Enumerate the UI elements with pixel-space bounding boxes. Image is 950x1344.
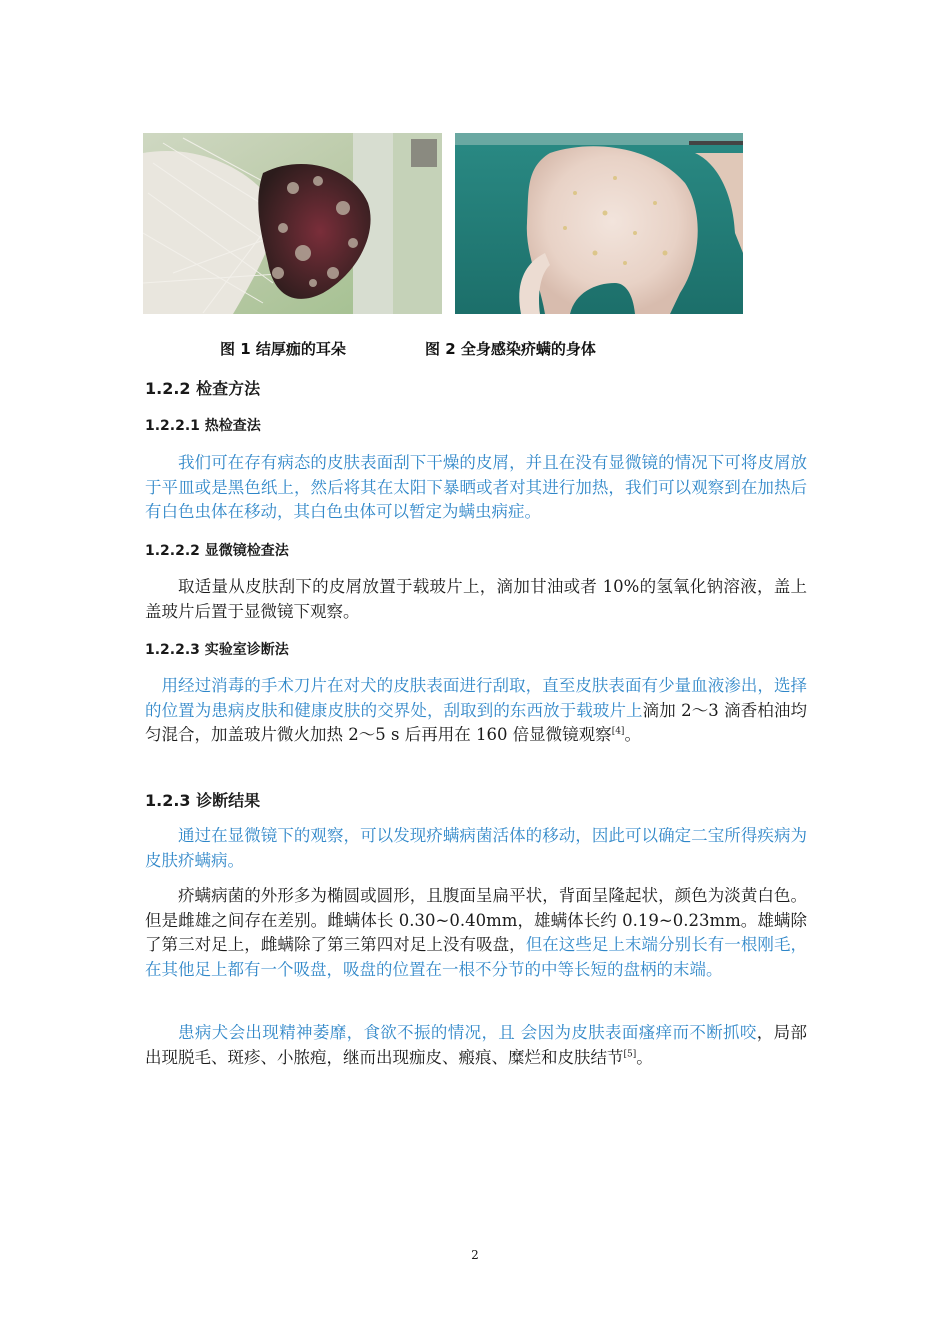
section-heading-1-2-2: 1.2.2 检查方法 <box>145 379 261 398</box>
reference-4: [4] <box>611 726 625 737</box>
symptoms-end: 。 <box>636 1047 653 1067</box>
paragraph-microscope-method: 取适量从皮肤刮下的皮屑放置于载玻片上，滴加甘油或者 10%的氢氧化钠溶液，盖上盖玻片后置于显微镜下观察。 <box>145 577 807 621</box>
figure-1-caption: 图 1 结厚痂的耳朵 <box>220 340 346 358</box>
reference-5: [5] <box>623 1049 637 1059</box>
section-heading-1-2-3: 1.2.3 诊断结果 <box>145 791 261 810</box>
figure-2-caption: 图 2 全身感染疥螨的身体 <box>425 340 596 358</box>
paragraph-lab-method <box>145 674 807 748</box>
figure-2-photo <box>455 133 743 314</box>
mite-morphology-text: 疥螨病菌的外形多为椭圆或圆形，且腹面呈扁平状，背面呈隆起状，颜色为淡黄白色。但是雌雄之间存在差别。雌螨体长 0.30~0.40mm，雄螨体长约 0.19~0.23mm。雄螨除了第三对足上，雌螨除了第三第四对足上没有吸盘， <box>145 886 807 954</box>
figure-1-photo <box>143 133 442 314</box>
symptoms-blue-text: 患病犬会出现精神萎靡，食欲不振的情况，且 会因为皮肤表面瘙痒而不断抓咬 <box>178 1023 757 1042</box>
paragraph-mite-morphology <box>145 884 807 982</box>
symptoms-text: ，局部出现脱毛、斑疹、小脓疱，继而出现痂皮、瘢痕、糜烂和皮肤结节 <box>145 1023 807 1067</box>
paragraph-symptoms <box>145 1021 807 1070</box>
lab-method-text: 滴加 2～3 滴香柏油均匀混合，加盖玻片微火加热 2～5 s 后再用在 160 倍显微镜观察 <box>145 700 807 744</box>
mite-morphology-blue-text: 但在这些足上末端分别长有一根刚毛，在其他足上都有一个吸盘，吸盘的位置在一根不分节的中等长短的盘柄的末端。 <box>145 935 808 979</box>
paragraph-heat-method: 我们可在存有病态的皮肤表面刮下干燥的皮屑，并且在没有显微镜的情况下可将皮屑放于平皿或是黑色纸上，然后将其在太阳下暴晒或者对其进行加热，我们可以观察到在加热后有白色虫体在移动，其白色虫体可以暂定为螨虫病症。 <box>145 453 807 521</box>
section-heading-1-2-2-3: 1.2.2.3 实验室诊断法 <box>145 642 289 658</box>
section-heading-1-2-2-2: 1.2.2.2 显微镜检查法 <box>145 543 289 559</box>
section-heading-1-2-2-1: 1.2.2.1 热检查法 <box>145 418 261 434</box>
page-number: 2 <box>471 1248 479 1262</box>
paragraph-diagnosis: 通过在显微镜下的观察，可以发现疥螨病菌活体的移动，因此可以确定二宝所得疾病为皮肤疥螨病。 <box>145 826 807 870</box>
lab-method-end: 。 <box>624 725 641 744</box>
lab-method-blue-text: 用经过消毒的手术刀片在对犬的皮肤表面进行刮取，直至皮肤表面有少量血液渗出，选择的位置为患病皮肤和健康皮肤的交界处，刮取到的东西放于载玻片上 <box>145 676 807 720</box>
